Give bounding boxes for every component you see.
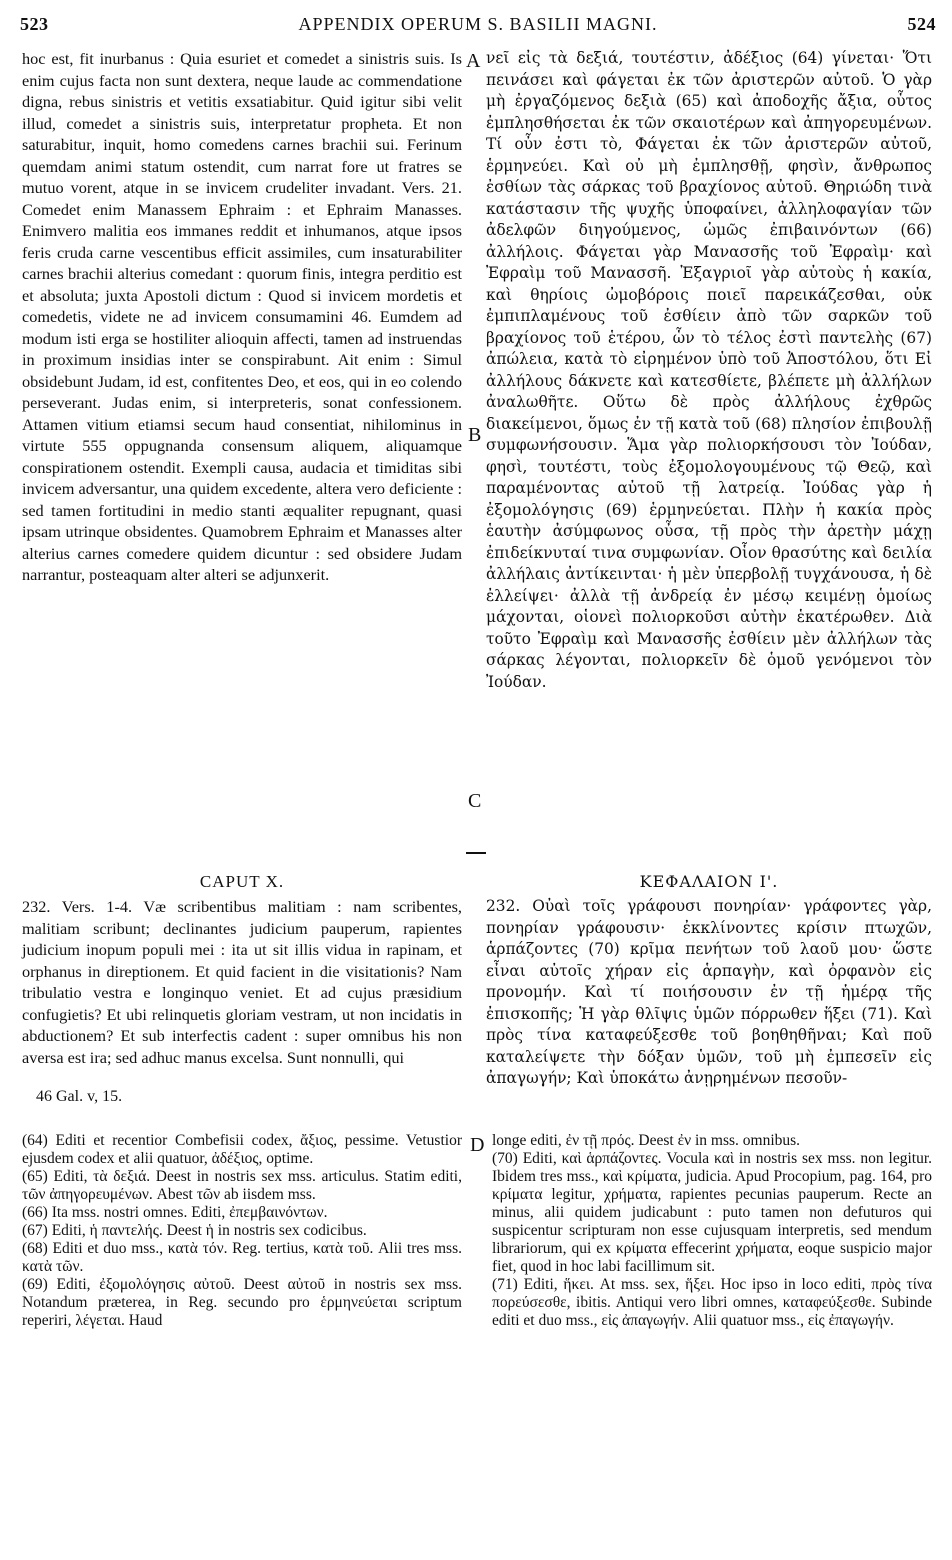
note-68: (68) Editi et duo mss., κατὰ τόν. Reg. tertius, κατὰ τοῦ. Alii tres mss. κατὰ τῶν.	[22, 1240, 462, 1275]
latin-paragraph: hoc est, fit inurbanus : Quia esuriet et comedet a sinistris suis. Is enim cujus facta non sunt dextera, neque laude ac commendatione digna, rebus sinistris et vetitis exsatiabitur. Quid igitur sibi velit illud, comedet a sinistris suis, interpretatur propheta. Et non saturabitur, inquit, homo comedens carnes brachii sui. Ferinum quemdam animi statum ostendit, cum narrat fore ut fratres se mutuo vorent, atque in se invicem crudeliter invadant. Vers. 21. Comedet enim Manassem Ephraim : et Ephraim Manasses. Enimvero malitia eos immanes reddit et inhumanos, atque ipsos feris cruda carne vescentibus efficit assimiles, cum insaturabiliter carnes brachii alterius comedant : quorum finis, integra perditio est et absoluta; juxta Apostoli dictum : Quod si invicem mordetis et comedetis, videte ne ad invicem consumamini 46. Eumdem ad modum isti erga se hostiliter alioquin affecti, tamen ad instruendas in proximum insidias inter se conspirabunt. Ait enim : Simul obsidebunt Judam, id est, confitentes Deo, et eos, qui in eo colendo perseverant. Judas enim, si interpreteris, sonat confessionem. Attamen vitium etiamsi secum haud consentiat, nihilominus in virtute 555 oppugnanda consensum aliquem, aliquamque conspirationem ostendit. Exempli causa, audacia et timiditas sibi invicem adversantur, una quidem excedente, altera vero deficiente : sed tamen fortitudini in medio stanti æqualiter repugnant, quasi ipsam utrinque obsidentes. Quamobrem Ephraim et Manasses alter alterius carnes comedere quidem dicuntur : sed obsidere Judam narrantur, posteaquam alter alteri se adjunxerit.	[22, 49, 462, 584]
margin-marker-c: C	[468, 790, 482, 812]
running-header	[20, 14, 936, 40]
note-67: (67) Editi, ἡ παντελής. Deest ἡ in nostris sex codicibus.	[22, 1222, 367, 1239]
note-70: (70) Editi, καὶ ἁρπάζοντες. Vocula καὶ in nostris sex mss. non legitur. Ibidem tres mss., καὶ κρίματα, judicia. Apud Procopium, pag. 164, pro κρίματα legitur, χρήματα, rapientes pecunias pauperum. Recte an minus, alii quidem judicabunt : puto tamen non defuturos qui suspicentur scripturam non esse cujusquam interpretis, sed mendum librariorum, qui ex κρίματα effecerint χρήματα, eoque suspicio major fiet, quod in hoc labi facillimum sit.	[492, 1150, 932, 1275]
note-69-continued: longe editi, ἐν τῇ πρός. Deest ἐν in mss. omnibus.	[492, 1132, 801, 1149]
caput-greek-heading: ΚΕΦΑΛΑΙΟΝ Ι'.	[639, 872, 779, 891]
margin-marker-b: B	[468, 424, 482, 446]
greek-paragraph: νεῖ εἰς τὰ δεξιά, τουτέστιν, ἀδέξιος (64) γίνεται· Ὅτι πεινάσει καὶ φάγεται ἐκ τῶν ἀριστερῶν αὐτοῦ. Ὁ γὰρ μὴ ἐργαζόμενος δεξιὰ (65) καὶ ἀποδοχῆς ἄξια, οὗτος ἐμπλησθήσεται ἐκ τῶν σκαιοτέρων καὶ ἀπηγορευμένων. Τί οὖν ἐστι τὸ, Φάγεται ἐκ τῶν ἀριστερῶν αὐτοῦ, ἑρμηνεύει. Καὶ οὐ μὴ ἐμπλησθῇ, φησὶν, ἄνθρωπος ἐσθίων τὰς σάρκας τοῦ βραχίονος αὐτοῦ. Θηριώδη τινὰ κατάστασιν τῆς ψυχῆς ὑποφαίνει, ἀλληλοφαγίαν τῶν ἀδελφῶν διηγούμενος, ὠμῶς ἐπιβαινόντων (66) ἀλλήλοις. Φάγεται γὰρ Μανασσῆς τοῦ Ἐφραὶμ· καὶ Ἐφραὶμ τοῦ Μανασσῆ. Ἐξαγριοῖ γὰρ αὐτοὺς ἡ κακία, καὶ θηρίοις ὠμοβόροις ποιεῖ παρεικάζεσθαι, οὐκ ἐμπιπλαμένους τοῦ ἐσθίειν ἀπὸ τῶν σαρκῶν τοῦ βραχίονος τοῦ ἑτέρου, ὧν τὸ τέλος ἐστὶ παντελὴς (67) ἀπώλεια, κατὰ τὸ εἰρημένον ὑπὸ τοῦ Ἀποστόλου, ὅτι Εἰ ἀλλήλους δάκνετε καὶ κατεσθίετε, βλέπετε μὴ ἀλλήλων ἀναλωθῆτε. Οὕτω δὲ πρὸς ἀλλήλους ἐχθρῶς διακείμενοι, ὅμως ἐν τῇ κατὰ τοῦ (68) πλησίον ἐπιβουλῇ συμφωνήσουσιν. Ἅμα γὰρ πολιορκήσουσι τὸν Ἰούδαν, φησὶ, τουτέστι, τοὺς ἐξομολογουμένους τῷ Θεῷ, καὶ παραμένοντας αὐτοῦ τῇ λατρείᾳ. Ἰούδας γὰρ ἡ ἐξομολόγησις (69) ἑρμηνεύεται. Πλὴν ἡ κακία πρὸς ἑαυτὴν ἀσύμφωνος οὖσα, τῇ πρὸς τὴν ἀρετὴν μάχῃ ἐπιδείκνυταί τινα συμφωνίαν. Οἷον θρασύτης καὶ δειλία ἀλλήλαις ἀντίκεινται· ἡ μὲν ὑπερβολῇ τυγχάνουσα, ἡ δὲ ἐλλείψει· ἀλλὰ τῇ ἀνδρείᾳ ἐν μέσῳ κειμένῃ ὁμοίως μάχονται, οἱονεὶ πολιορκοῦσι αὐτὴν ἑκατέρωθεν. Διὰ τοῦτο Ἐφραὶμ καὶ Μανασσῆς ἐσθίειν μὲν ἀλλήλων τὰς σάρκας λέγονται, πολιορκεῖν δὲ ὁμοῦ γενόμενοι τὸν Ἰούδαν.	[486, 49, 932, 691]
note-65: (65) Editi, τὰ δεξιά. Deest in nostris sex mss. articulus. Statim editi, τῶν ἀπηγορευμένων. Abest τῶν ab iisdem mss.	[22, 1168, 462, 1203]
note-64: (64) Editi et recentior Combefisii codex, ἄξιος, pessime. Vetustior ejusdem codex et alii quatuor, ἀδέξιος, optime.	[22, 1132, 462, 1167]
notes-left-column	[22, 1132, 462, 1550]
greek-column-top	[486, 48, 932, 790]
scripture-footnote: 46 Gal. v, 15.	[36, 1088, 123, 1105]
right-page-number: 524	[907, 14, 936, 34]
notes-right-column	[492, 1132, 932, 1550]
margin-marker-a: A	[466, 50, 481, 72]
latin-chapter-paragraph: 232. Vers. 1-4. Væ scribentibus malitiam : nam scribentes, malitiam scribunt; declinantes judicium pauperum, rapientes judicium inopum populi mei : ita ut sit illis vidua in rapinam, et orphanus in direptionem. Et quid facient in die visitationis? Nam tribulatio vestra e longinquo veniet. Et ad cujus præsidium confugietis? Et ubi relinquetis gloriam vestram, ut non incidatis in abductionem? Et sub interfectis cadent : super omnibus his non aversa est ira; sed adhuc manus excelsa. Sunt nonnulli, qui	[22, 897, 462, 1067]
note-69: (69) Editi, ἐξομολόγησις αὐτοῦ. Deest αὐτοῦ in nostris sex mss. Notandum præterea, in Reg. secundo pro ἑρμηνεύεται scriptum reperiri, λέγεται. Haud	[22, 1276, 462, 1329]
latin-column-top	[22, 48, 462, 838]
section-divider	[466, 852, 486, 854]
running-title: APPENDIX OPERUM S. BASILII MAGNI.	[298, 14, 658, 34]
latin-chapter-text	[22, 896, 462, 1076]
greek-chapter-paragraph: 232. Οὐαὶ τοῖς γράφουσι πονηρίαν· γράφοντες γὰρ, πονηρίαν γράφουσιν· ἐκκλίνοντες κρίσιν πτωχῶν, ἁρπάζοντες (70) κρῖμα πενήτων τοῦ λαοῦ μου· ὥστε εἶναι αὐτοῖς χήραν εἰς ἁρπαγὴν, καὶ ὀρφανὸν εἰς προνομήν. Καὶ τί ποιήσουσιν ἐν τῇ ἡμέρᾳ τῆς ἐπισκοπῆς; Ἡ γὰρ θλῖψις ὑμῶν πόρρωθεν ἥξει (71). Καὶ πρὸς τίνα καταφεύξεσθε τοῦ βοηθηθῆναι; Καὶ ποῦ καταλείψετε τὴν δόξαν ὑμῶν, τοῦ μὴ ἐμπεσεῖν εἰς ἀπαγωγήν; Καὶ ὑποκάτω ἀνῃρημένων πεσοῦν-	[486, 897, 932, 1087]
left-page-number: 523	[20, 14, 49, 34]
note-66: (66) Ita mss. nostri omnes. Editi, ἐπεμβαινόντων.	[22, 1204, 328, 1221]
caput-latin-heading: CAPUT X.	[199, 872, 285, 891]
margin-marker-d: D	[470, 1134, 485, 1156]
note-71: (71) Editi, ἥκει. At mss. sex, ἥξει. Hoc ipso in loco editi, πρὸς τίνα πορεύσεσθε, ibitis. Antiqui vero libri omnes, καταφεύξεσθε. Subinde editi et duo mss., εἰς ἀπαγωγήν. Alii quatuor mss., εἰς ἐπαγωγήν.	[492, 1276, 932, 1329]
greek-chapter-text	[486, 896, 932, 1087]
